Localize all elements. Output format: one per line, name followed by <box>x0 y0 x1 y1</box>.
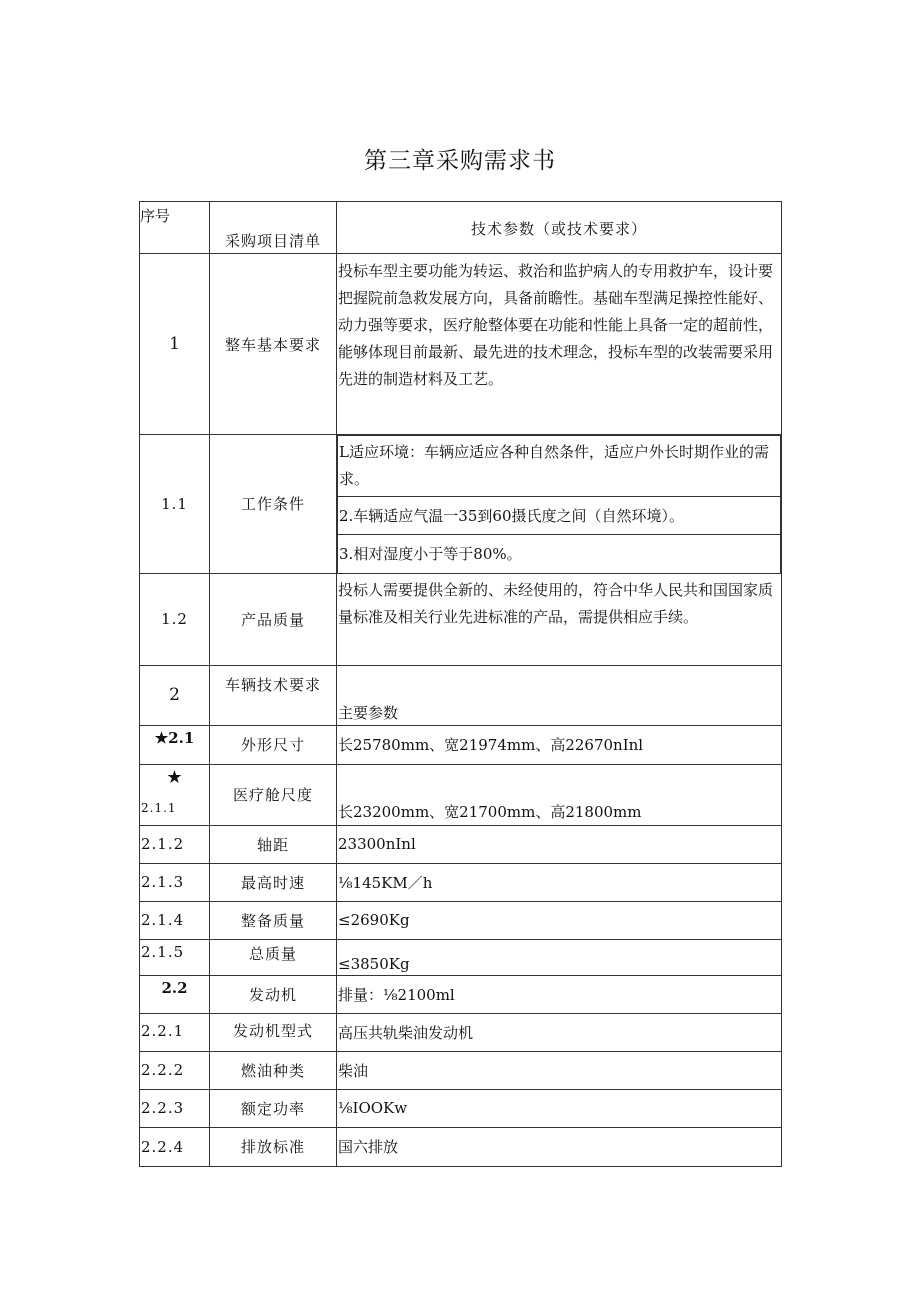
row-seq: 2 <box>140 665 210 725</box>
row-spec: 国六排放 <box>337 1127 782 1166</box>
table-row <box>140 725 782 764</box>
row-seq: 2.1.1 <box>141 800 177 815</box>
row-item: 发动机 <box>210 975 337 1013</box>
row-seq: 2.1.5 <box>140 939 210 975</box>
row-item: 整车基本要求 <box>210 254 337 435</box>
table-row <box>140 1013 782 1051</box>
row-item: 产品质量 <box>210 573 337 665</box>
requirements-table <box>139 201 782 1167</box>
row-item: 最高时速 <box>210 863 337 901</box>
table-row <box>140 901 782 939</box>
row-seq: 1 <box>140 254 210 435</box>
table-row <box>140 975 782 1013</box>
row-seq: 2.1.3 <box>140 863 210 901</box>
list-item: 2.车辆适应气温一35到60摄氏度之间（自然环境）。 <box>338 497 781 535</box>
page-title: 第三章采购需求书 <box>364 148 556 174</box>
header-item: 采购项目清单 <box>210 202 337 254</box>
row-spec: ⅛IOOKw <box>337 1089 782 1127</box>
row-spec: 长25780mm、宽21974mm、高22670nInl <box>337 725 782 764</box>
row-seq: 1.1 <box>140 435 210 574</box>
table-row <box>140 254 782 435</box>
row-seq: 2.2.2 <box>140 1051 210 1089</box>
row-spec: ⅛145KM／h <box>337 863 782 901</box>
row-item: 发动机型式 <box>210 1013 337 1051</box>
row-item: 外形尺寸 <box>210 725 337 764</box>
header-seq: 序号 <box>140 202 210 254</box>
row-item: 排放标准 <box>210 1127 337 1166</box>
row-seq: 2.1.2 <box>140 825 210 863</box>
header-spec: 技术参数（或技术要求） <box>337 202 782 254</box>
row-spec: ≤2690Kg <box>337 901 782 939</box>
row-seq: 2.2.4 <box>140 1127 210 1166</box>
row-item: 额定功率 <box>210 1089 337 1127</box>
table-row <box>140 1127 782 1166</box>
star-icon: ★ <box>166 766 183 788</box>
table-row <box>140 764 782 825</box>
row-seq: 2.2.1 <box>140 1013 210 1051</box>
row-seq: 2.2 <box>140 975 210 1013</box>
row-spec: 长23200mm、宽21700mm、高21800mm <box>337 764 782 825</box>
row-item: 医疗舱尺度 <box>210 764 337 825</box>
list-item: 3.相对湿度小于等于80%。 <box>338 535 781 573</box>
row-seq: 2.1 <box>168 728 195 747</box>
row-spec: 23300nInl <box>337 825 782 863</box>
row-spec: 投标车型主要功能为转运、救治和监护病人的专用救护车，设计要把握院前急救发展方向，具备前瞻性。基础车型满足操控性能好、动力强等要求，医疗舱整体要在功能和性能上具备一定的超前性，能够体现目前最新、最先进的技术理念，投标车型的改装需要采用先进的制造材料及工艺。 <box>337 254 782 435</box>
row-item: 整备质量 <box>210 901 337 939</box>
star-icon: ★ <box>154 728 169 747</box>
table-row <box>140 863 782 901</box>
table-row <box>140 825 782 863</box>
row-item: 轴距 <box>210 825 337 863</box>
table-row <box>140 939 782 975</box>
list-item: L适应环境：车辆应适应各种自然条件，适应户外长时期作业的需求。 <box>338 436 781 497</box>
row-item: 总质量 <box>210 939 337 975</box>
table-header-row <box>140 202 782 254</box>
row-seq: 1.2 <box>140 573 210 665</box>
row-item: 工作条件 <box>210 435 337 574</box>
row-spec: ≤3850Kg <box>337 939 782 975</box>
row-item: 车辆技术要求 <box>210 665 337 725</box>
row-spec: 投标人需要提供全新的、未经使用的，符合中华人民共和国国家质量标准及相关行业先进标准的产品，需提供相应手续。 <box>337 573 782 665</box>
table-row <box>140 1051 782 1089</box>
row-seq: 2.1.4 <box>140 901 210 939</box>
row-spec: 排量：⅛2100ml <box>337 975 782 1013</box>
table-row <box>140 573 782 665</box>
table-row <box>140 435 782 574</box>
row-spec: 高压共轨柴油发动机 <box>337 1013 782 1051</box>
row-item: 燃油种类 <box>210 1051 337 1089</box>
row-seq: 2.2.3 <box>140 1089 210 1127</box>
row-spec: 主要参数 <box>337 665 782 725</box>
row-spec: 柴油 <box>337 1051 782 1089</box>
work-conditions-list <box>337 435 781 573</box>
table-row <box>140 1089 782 1127</box>
table-row <box>140 665 782 725</box>
